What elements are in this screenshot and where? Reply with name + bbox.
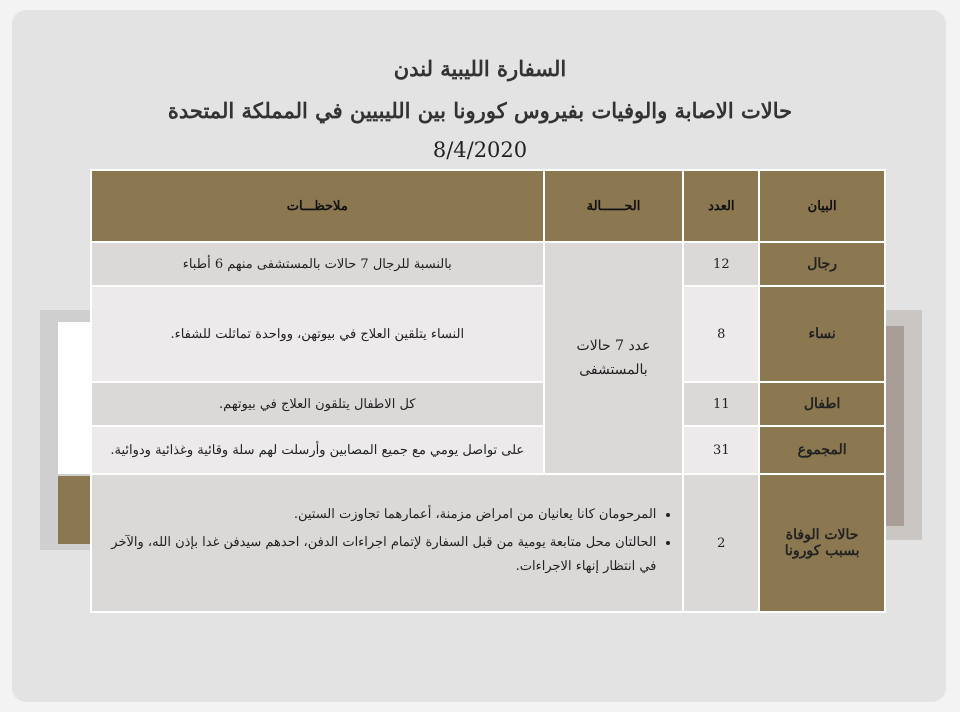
table-row — [91, 382, 885, 426]
table-header-row — [91, 170, 885, 242]
row-note: النساء يتلقين العلاج في بيوتهن، وواحدة تماثلت للشفاء. — [91, 286, 544, 382]
status-cell — [544, 242, 684, 474]
row-label: المجموع — [759, 426, 885, 474]
row-count: 11 — [683, 382, 759, 426]
row-note: بالنسبة للرجال 7 حالات بالمستشفى منهم 6 أطباء — [91, 242, 544, 286]
row-label: نساء — [759, 286, 885, 382]
report-date: 8/4/2020 — [432, 138, 528, 162]
status-text: عدد 7 حالات بالمستشفى — [576, 338, 651, 378]
list-item: • الحالتان محل متابعة يومية من قبل السفارة لإتمام اجراءات الدفن، احدهم سيدفن غدا بإذن الله، والآخر في انتظار إنهاء الاجراءات. — [100, 531, 656, 579]
column-header-label: البيان — [759, 170, 885, 242]
row-note: على تواصل يومي مع جميع المصابين وأرسلت لهم سلة وقائية وغذائية ودوائية. — [91, 426, 544, 474]
table-row — [91, 242, 885, 286]
column-header-status: الحــــــالة — [544, 170, 684, 242]
row-count: 2 — [683, 474, 759, 612]
embassy-title: السفارة الليبية لندن — [393, 56, 567, 81]
row-note — [91, 474, 683, 612]
row-count: 31 — [683, 426, 759, 474]
column-header-count: العدد — [683, 170, 759, 242]
row-count: 12 — [683, 242, 759, 286]
column-header-notes: ملاحظـــات — [91, 170, 544, 242]
death-notes-list — [100, 503, 674, 579]
row-label: رجال — [759, 242, 885, 286]
table-row — [91, 286, 885, 382]
row-count: 8 — [683, 286, 759, 382]
report-subtitle: حالات الاصابة والوفيات بفيروس كورونا بين الليبيين في المملكة المتحدة — [167, 98, 793, 123]
list-item: • المرحومان كانا يعانيان من امراض مزمنة، أعمارهما تجاوزت الستين. — [100, 503, 656, 527]
table-row — [91, 426, 885, 474]
table-row-deaths — [91, 474, 885, 612]
background-slide-right-accent — [886, 326, 904, 526]
row-note: كل الاطفال يتلقون العلاج في بيوتهم. — [91, 382, 544, 426]
row-label: حالات الوفاة بسبب كورونا — [759, 474, 885, 612]
row-label: اطفال — [759, 382, 885, 426]
cases-table — [90, 169, 886, 613]
